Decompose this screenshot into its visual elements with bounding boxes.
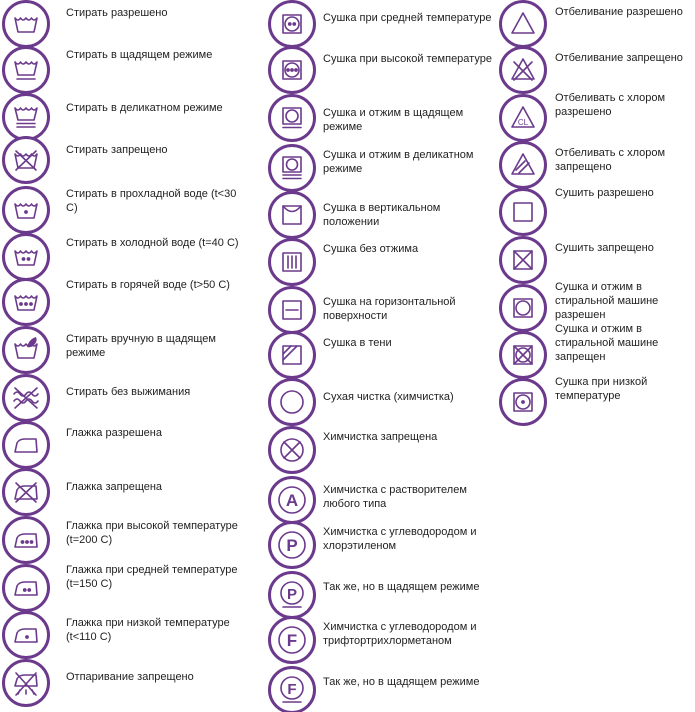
symbol-label: Отбеливать с хлором запрещено <box>555 147 666 173</box>
tumble-dry-icon <box>499 284 547 332</box>
symbol-label: Стирать без выжимания <box>66 386 191 398</box>
symbol-glyph: A <box>285 491 299 510</box>
washtub-crossed-icon <box>2 136 50 184</box>
column-drying-drycleaning <box>266 0 498 712</box>
washtub-icon <box>2 0 50 48</box>
symbol-glyph: P <box>286 586 298 603</box>
iron-crossed-icon <box>2 468 50 516</box>
column-bleaching-drying <box>497 0 695 712</box>
symbol-label: Стирать в деликатном режиме <box>66 102 223 114</box>
washtub-one-dot-icon <box>2 186 50 234</box>
washtub-three-dots-icon <box>2 278 50 326</box>
symbol-label: Сушить запрещено <box>555 242 654 254</box>
symbol-label: Стирать в щадящем режиме <box>66 49 213 61</box>
symbol-label: Химчистка с углеводородом и трифтортрихлорметаном <box>323 621 477 647</box>
symbol-label: Стирать разрешено <box>66 7 168 19</box>
washtub-two-dots-icon <box>2 233 50 281</box>
dry-clean-f-gentle-icon <box>268 666 316 712</box>
symbol-label: Сушка в вертикальном положении <box>323 202 441 228</box>
iron-three-dots-icon <box>2 516 50 564</box>
symbol-label: Стирать в горячей воде (t>50 C) <box>66 279 230 291</box>
hand-wash-icon <box>2 326 50 374</box>
symbol-label: Сушка при средней температуре <box>323 12 492 24</box>
dry-clean-icon <box>268 378 316 426</box>
symbol-label: Отбеливать с хлором разрешено <box>555 92 666 118</box>
symbol-label: Сухая чистка (химчистка) <box>323 391 454 403</box>
tumble-gentle-icon <box>268 94 316 142</box>
symbol-label: Сушка и отжим в деликатном режиме <box>323 149 474 175</box>
symbol-label: Сушка при высокой температуре <box>323 53 492 65</box>
symbol-label: Глажка разрешена <box>66 427 162 439</box>
iron-one-dot-icon <box>2 611 50 659</box>
washtub-gentle-icon <box>2 46 50 94</box>
symbol-label: Стирать запрещено <box>66 144 168 156</box>
no-wring-icon <box>2 374 50 422</box>
symbol-label: Сушка на горизонтальной поверхности <box>323 296 456 322</box>
symbol-glyph: CL <box>517 118 529 127</box>
symbol-label: Глажка запрещена <box>66 481 163 493</box>
symbol-label: Стирать вручную в щадящем режиме <box>66 333 216 359</box>
dry-clean-f-icon <box>268 616 316 664</box>
symbol-label: Сушка и отжим в стиральной машине запрещен <box>555 323 659 363</box>
symbol-label: Отбеливание разрешено <box>555 6 683 18</box>
dry-clean-crossed-icon <box>268 426 316 474</box>
symbol-label: Химчистка с растворителем любого типа <box>323 484 467 510</box>
no-steam-icon <box>2 659 50 707</box>
symbol-label: Сушить разрешено <box>555 187 654 199</box>
dry-clean-p-gentle-icon <box>268 571 316 619</box>
tumble-low-icon <box>499 378 547 426</box>
symbol-label: Сушка при низкой температуре <box>555 376 648 402</box>
symbol-label: Стирать в прохладной воде (t<30 C) <box>66 188 237 214</box>
symbol-glyph: F <box>286 631 298 650</box>
symbol-label: Глажка при низкой температуре (t<110 C) <box>66 617 230 643</box>
iron-icon <box>2 421 50 469</box>
tumble-dry-crossed-icon <box>499 331 547 379</box>
drip-dry-icon <box>268 238 316 286</box>
symbol-label: Глажка при средней температуре (t=150 C) <box>66 564 238 590</box>
iron-two-dots-icon <box>2 564 50 612</box>
symbol-glyph: P <box>286 536 298 555</box>
dryer-two-dots-icon <box>268 0 316 48</box>
symbol-label: Сушка и отжим в щадящем режиме <box>323 107 464 133</box>
bleach-icon <box>499 0 547 48</box>
symbol-label: Сушка в тени <box>323 337 392 349</box>
dry-clean-a-icon <box>268 476 316 524</box>
symbol-label: Стирать в холодной воде (t=40 C) <box>66 237 239 249</box>
tumble-delicate-icon <box>268 144 316 192</box>
dry-square-icon <box>499 188 547 236</box>
bleach-crossed-icon <box>499 46 547 94</box>
symbol-label: Сушка без отжима <box>323 243 419 255</box>
column-washing-ironing <box>0 0 262 712</box>
symbol-label: Сушка и отжим в стиральной машине разрешен <box>555 281 659 321</box>
shade-dry-icon <box>268 331 316 379</box>
dry-square-crossed-icon <box>499 236 547 284</box>
symbol-label: Глажка при высокой температуре (t=200 C) <box>66 520 238 546</box>
line-dry-icon <box>268 191 316 239</box>
dryer-three-dots-icon <box>268 46 316 94</box>
symbol-glyph: F <box>287 681 297 698</box>
flat-dry-icon <box>268 286 316 334</box>
bleach-chlorine-crossed-icon <box>499 141 547 189</box>
symbol-label: Так же, но в щадящем режиме <box>323 676 480 688</box>
washtub-delicate-icon <box>2 93 50 141</box>
dry-clean-p-icon <box>268 521 316 569</box>
symbol-label: Химчистка с углеводородом и хлорэтиленом <box>323 526 477 552</box>
symbol-label: Так же, но в щадящем режиме <box>323 581 480 593</box>
bleach-chlorine-icon <box>499 94 547 142</box>
symbol-label: Отпаривание запрещено <box>66 671 194 683</box>
symbol-label: Отбеливание запрещено <box>555 52 683 64</box>
symbol-label: Химчистка запрещена <box>323 431 438 443</box>
